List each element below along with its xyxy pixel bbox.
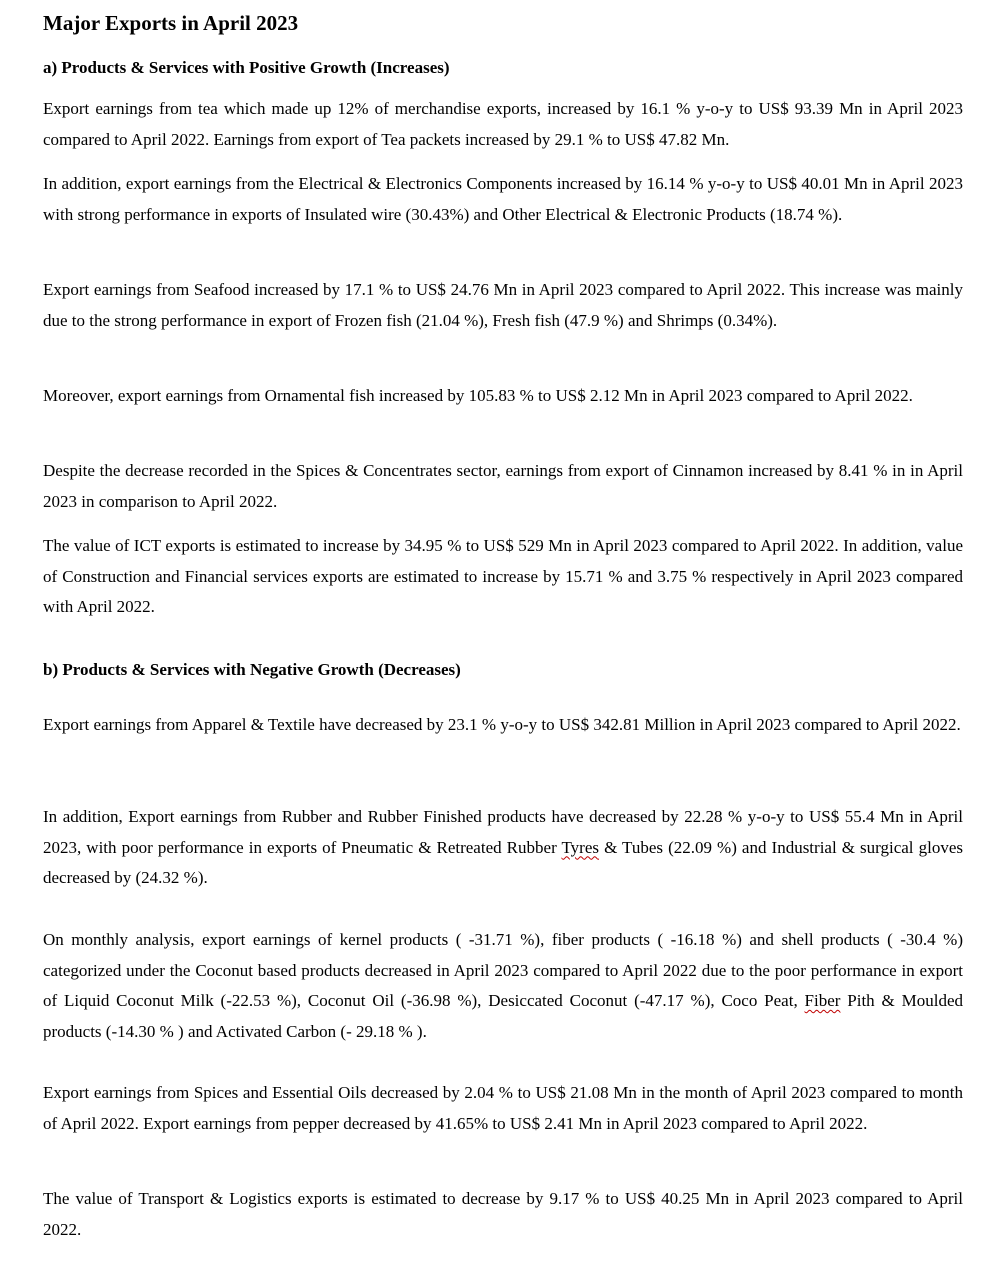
paragraph-rubber (43, 802, 963, 894)
section-a-heading: a) Products & Services with Positive Growth (Increases) (43, 58, 450, 77)
paragraph-rubber-text-2: & Tubes (22.09 %) and Industrial & surgical gloves decreased by (24.32 %). (43, 837, 963, 888)
paragraph-electrical: In addition, export earnings from the Electrical & Electronics Components increased by 16.14 % y-o-y to US$ 40.01 Mn in April 2023 with strong performance in exports of Insulated wire (30.43%) and Other Electrical & Electronic Products (18.74 %). (43, 174, 963, 224)
paragraph-apparel: Export earnings from Apparel & Textile have decreased by 23.1 % y-o-y to US$ 342.81 Million in April 2023 compared to April 2022. (43, 715, 961, 734)
spelling-flag-tyres[interactable]: Tyres (561, 837, 600, 857)
paragraph-seafood: Export earnings from Seafood increased by 17.1 % to US$ 24.76 Mn in April 2023 compared to April 2022. This increase was mainly due to the strong performance in export of Frozen fish (21.04 %), Fresh fish (47.9 %) and Shrimps (0.34%). (43, 280, 963, 330)
paragraph-spices-oils: Export earnings from Spices and Essential Oils decreased by 2.04 % to US$ 21.08 Mn in the month of April 2023 compared to month of April 2022. Export earnings from pepper decreased by 41.65% to US$ 2.41 Mn in April 2023 compared to April 2022. (43, 1083, 963, 1133)
paragraph-coconut-text-1: On monthly analysis, export earnings of kernel products ( -31.71 %), fiber products ( -16.18 %) and shell products ( -30.4 %) categorized under the Coconut based products decreased in April 2023 compared to April 2022 due to the poor performance in export of Liquid Coconut Milk (-22.53 %), Coconut Oil (-36.98 %), Desiccated Coconut (-47.17 %), Coco Peat, (43, 930, 963, 1011)
paragraph-cinnamon: Despite the decrease recorded in the Spices & Concentrates sector, earnings from export of Cinnamon increased by 8.41 % in in April 2023 in comparison to April 2022. (43, 461, 963, 511)
paragraph-rubber-text-1: In addition, Export earnings from Rubber and Rubber Finished products have decreased by 22.28 % y-o-y to US$ 55.4 Mn in April 2023, with poor performance in exports of Pneumatic & Retreated Rubber (43, 807, 963, 857)
section-b-heading: b) Products & Services with Negative Growth (Decreases) (43, 660, 461, 679)
paragraph-coconut-text-2: Pith & Moulded products (-14.30 % ) and Activated Carbon (- 29.18 % ). (43, 991, 963, 1041)
spelling-flag-fiber[interactable]: Fiber (804, 991, 841, 1011)
paragraph-transport: The value of Transport & Logistics exports is estimated to decrease by 9.17 % to US$ 40.25 Mn in April 2023 compared to April 2022. (43, 1189, 963, 1239)
paragraph-ornamental-fish: Moreover, export earnings from Ornamental fish increased by 105.83 % to US$ 2.12 Mn in April 2023 compared to April 2022. (43, 386, 913, 405)
document-title: Major Exports in April 2023 (43, 11, 299, 35)
paragraph-tea: Export earnings from tea which made up 12% of merchandise exports, increased by 16.1 % y-o-y to US$ 93.39 Mn in April 2023 compared to April 2022. Earnings from export of Tea packets increased by 29.1 % to US$ 47.82 Mn. (43, 99, 963, 149)
paragraph-coconut (43, 925, 963, 1047)
paragraph-ict-services: The value of ICT exports is estimated to increase by 34.95 % to US$ 529 Mn in April 2023 compared to April 2022. In addition, value of Construction and Financial services exports are estimated to increase by 15.71 % and 3.75 % respectively in April 2023 compared with April 2022. (43, 536, 963, 617)
